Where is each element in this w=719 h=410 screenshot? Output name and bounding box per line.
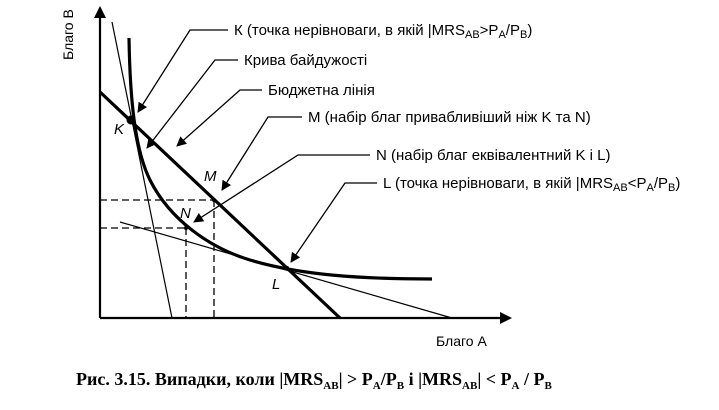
point-k <box>127 116 136 125</box>
point-n-label: N <box>180 205 191 222</box>
leader-n <box>194 155 370 222</box>
annotation-n: N (набір благ еквівалентний K і L) <box>376 147 611 164</box>
leader-m <box>222 117 302 190</box>
point-l <box>285 266 289 270</box>
annotation-curve: Крива байдужості <box>244 52 368 69</box>
leader-l <box>291 183 377 262</box>
y-axis-title: Благо B <box>60 9 76 60</box>
point-n <box>184 226 188 230</box>
annotation-m: M (набір благ привабливіший ніж K та N) <box>308 109 591 126</box>
steep-tangent-line <box>112 22 172 318</box>
annotation-l: L (точка нерівноваги, в якій $|MRS_{AB}<P_A/P_B$) <box>383 175 681 194</box>
point-m <box>212 198 216 202</box>
annotation-budget: Бюджетна лінія <box>268 82 375 99</box>
leader-budget <box>177 90 262 146</box>
point-m-label: M <box>204 168 217 185</box>
annotation-k: К (точка нерівноваги, в якій $|MRS_{AB}>P_A/P_B$) <box>234 22 533 41</box>
leader-k <box>138 30 228 112</box>
point-k-label: K <box>114 121 125 138</box>
figure-caption: Рис. 3.15. Випадки, коли $|MRS_{AB}| > P_A/P_B$ і $|MRS_{AB}| < P_A / P_B$ <box>76 369 552 392</box>
point-l-label: L <box>272 276 281 293</box>
x-axis-title: Благо A <box>436 333 487 349</box>
